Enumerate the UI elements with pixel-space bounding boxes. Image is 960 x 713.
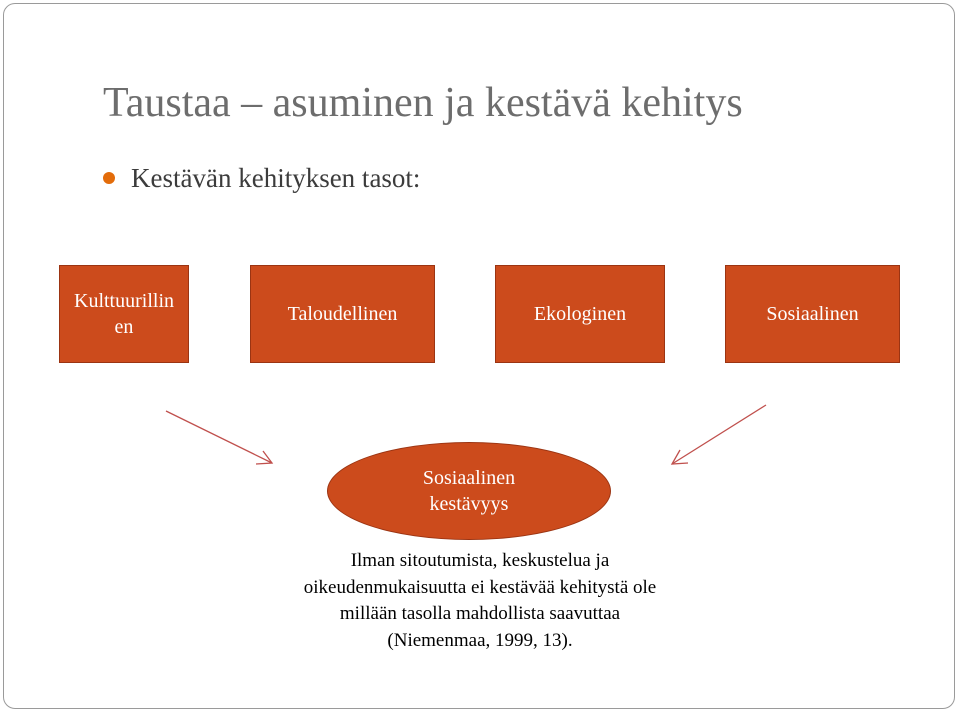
quote-text — [230, 548, 730, 654]
quote-line-3: millään tasolla mahdollista saavuttaa — [339, 603, 621, 625]
quote-line-1: Ilman sitoutumista, keskustelua ja — [350, 550, 610, 571]
result-ellipse — [327, 442, 611, 540]
level-box-kulttuurillinen — [59, 265, 189, 363]
bullet-text: Kestävän kehityksen tasot: — [131, 162, 421, 193]
bullet-item — [103, 158, 420, 198]
level-box-ekologinen — [495, 265, 665, 363]
quote-line-4: (Niemenmaa, 1999, 13). — [387, 629, 573, 651]
result-line-1: Sosiaalinen — [422, 467, 516, 489]
level-label: Taloudellinen — [287, 303, 398, 325]
quote-line-2: oikeudenmukaisuutta ei kestävää kehitystä ole — [303, 576, 657, 598]
bullet-dot-icon — [103, 172, 115, 184]
slide-title: Taustaa – asuminen ja kestävä kehitys — [103, 80, 743, 126]
level-label: Sosiaalinen — [766, 303, 859, 325]
level-label: Kulttuurillinen — [74, 290, 174, 338]
level-box-taloudellinen — [250, 265, 435, 363]
level-box-sosiaalinen — [725, 265, 900, 363]
level-label: Ekologinen — [533, 303, 627, 325]
result-line-2: kestävyys — [429, 493, 509, 515]
